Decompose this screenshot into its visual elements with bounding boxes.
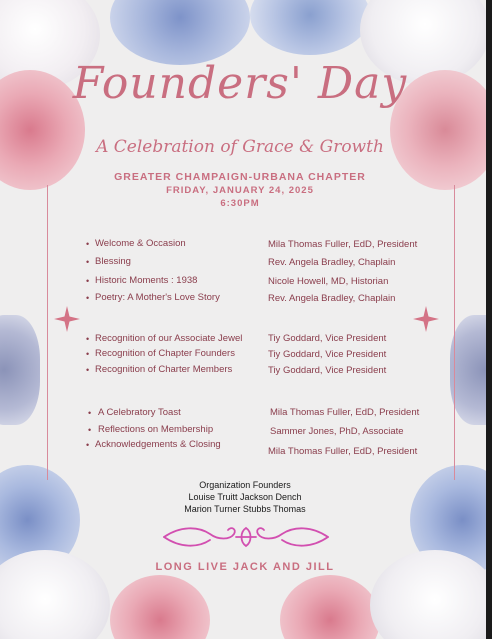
program-item: Poetry: A Mother's Love Story [95,292,220,303]
program-person: Rev. Angela Bradley, Chaplain [268,257,396,268]
bullet-icon: • [86,293,90,303]
program-person: Rev. Angela Bradley, Chaplain [268,293,396,304]
program-person: Mila Thomas Fuller, EdD, President [268,446,418,457]
chapter-name: GREATER CHAMPAIGN-URBANA CHAPTER [114,171,366,183]
bullet-icon: • [86,257,90,267]
frame-line-right [454,185,455,480]
bullet-icon: • [86,334,90,344]
program-person: Tiy Goddard, Vice President [268,365,387,376]
founder-name: Marion Turner Stubbs Thomas [184,504,306,514]
program-item: Historic Moments : 1938 [95,275,198,286]
page-title: Founders' Day [72,58,408,109]
program-item: Recognition of Charter Members [95,364,233,375]
program-item: Acknowledgements & Closing [95,439,221,450]
sparkle-icon [413,306,439,332]
bullet-icon: • [86,365,90,375]
bullet-icon: • [86,440,90,450]
program-person: Mila Thomas Fuller, EdD, President [270,407,420,418]
flower-decoration [110,0,250,65]
event-date: FRIDAY, JANUARY 24, 2025 [166,185,314,196]
program-person: Tiy Goddard, Vice President [268,333,387,344]
event-time: 6:30PM [220,198,260,209]
bullet-icon: • [86,239,90,249]
flower-decoration [250,0,370,55]
bullet-icon: • [88,408,92,418]
bullet-icon: • [86,276,90,286]
program-person: Nicole Howell, MD, Historian [268,276,389,287]
flower-decoration [0,550,110,639]
program-person: Tiy Goddard, Vice President [268,349,387,360]
founder-name: Louise Truitt Jackson Dench [188,492,302,502]
flower-decoration [110,575,210,639]
program-item: Welcome & Occasion [95,238,186,249]
program-item: Reflections on Membership [98,424,214,435]
right-edge-border [486,0,492,639]
flower-decoration [280,575,380,639]
bullet-icon: • [88,425,92,435]
program-item: Recognition of our Associate Jewel [95,333,243,344]
program-person: Sammer Jones, PhD, Associate [270,426,404,437]
sparkle-icon [54,306,80,332]
program-item: A Celebratory Toast [98,407,181,418]
flourish-divider-icon [160,522,332,552]
flower-decoration [0,315,40,425]
page-subtitle: A Celebration of Grace & Growth [96,137,384,157]
founders-heading: Organization Founders [199,480,291,490]
bullet-icon: • [86,349,90,359]
closing-tagline: LONG LIVE JACK AND JILL [155,561,335,573]
program-person: Mila Thomas Fuller, EdD, President [268,239,418,250]
frame-line-left [47,185,48,480]
program-item: Blessing [95,256,131,267]
program-item: Recognition of Chapter Founders [95,348,235,359]
